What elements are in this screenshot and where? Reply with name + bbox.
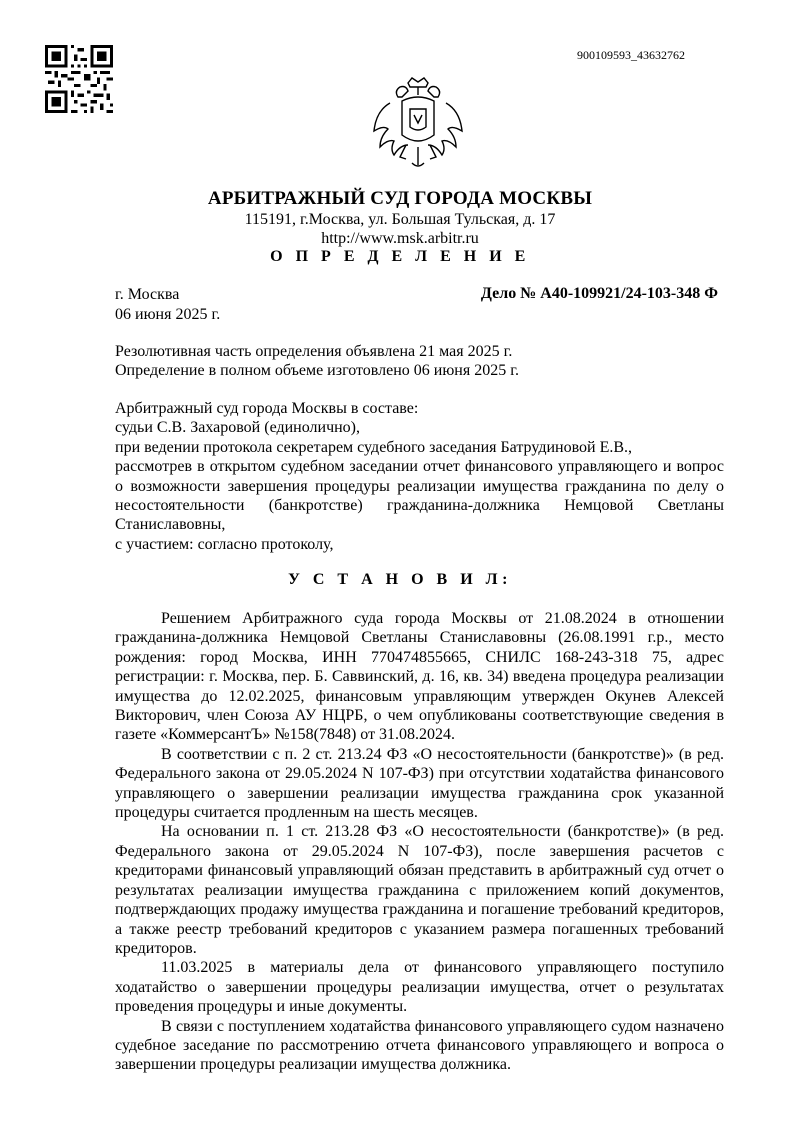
paragraph: В соответствии с п. 2 ст. 213.24 ФЗ «О несостоятельности (банкротстве)» (в ред. Федерального закона от 29.05.2024 N 107-ФЗ) при отсутствии ходатайства финансового управляющего о завершении реализации имущества гражданина срок указанной процедуры считается продленным на шесть месяцев. [115, 745, 724, 822]
paragraph: Решением Арбитражного суда города Москвы от 21.08.2024 в отношении гражданина-должника Немцовой Светланы Станиславовны (26.08.1991 г.р., место рождения: город Москва, ИНН 770474855665, СНИЛС 168-243-318 75, адрес регистрации: г. Москва, пер. Б. Саввинский, д. 16, кв. 34) введена процедура реализации имущества до 12.02.2025, финансовым управляющим утвержден Окунев Алексей Викторович, член Союза АУ НЦРБ, о чем опубликованы соответствующие сведения в газете «КоммерсантЪ» №158(7848) от 31.08.2024. [115, 610, 724, 744]
findings-text [115, 609, 724, 1075]
panel-intro: Арбитражный суд города Москвы в составе: [115, 400, 419, 417]
panel-subject: рассмотрев в открытом судебном заседании отчет финансового управляющего и вопрос о возможности завершения процедуры реализации имущества гражданина по делу о несостоятельности (банкротстве) гражданина-должника Немцовой Светланы Станиславовны, [115, 458, 724, 534]
court-address: 115191, г.Москва, ул. Большая Тульская, д. 17 [244, 211, 556, 228]
court-website: http://www.msk.arbitr.ru [321, 230, 479, 247]
resolution-info [115, 342, 724, 381]
paragraph: На основании п. 1 ст. 213.28 ФЗ «О несостоятельности (банкротстве)» (в ред. Федерального закона от 29.05.2024 N 107-ФЗ), после завершения расчетов с кредиторами финансовый управляющий обязан представить в арбитражный суд отчет о результатах реализации имущества гражданина с приложением копий документов, подтверждающих продажу имущества гражданина и погашение требований кредиторов, а также реестр требований кредиторов с указанием размера погашенных требований кредиторов. [115, 823, 724, 957]
section-heading: У С Т А Н О В И Л: [288, 571, 512, 588]
court-name: АРБИТРАЖНЫЙ СУД ГОРОДА МОСКВЫ [207, 188, 593, 209]
document-type: О П Р Е Д Е Л Е Н И Е [270, 248, 530, 265]
paragraph: 11.03.2025 в материалы дела от финансового управляющего поступило ходатайство о завершении процедуры реализации имущества, отчет о результатах проведения процедуры и иные документы. [115, 959, 724, 1016]
resolution-full-text: Определение в полном объеме изготовлено 06 июня 2025 г. [115, 362, 519, 380]
panel-participation: с участием: согласно протоколу, [115, 535, 334, 553]
qr-code [45, 45, 113, 113]
resolution-announced: Резолютивная часть определения объявлена 21 мая 2025 г. [115, 343, 513, 360]
case-number: Дело № А40-109921/24-103-348 Ф [480, 285, 718, 302]
coat-of-arms-emblem [370, 75, 466, 175]
court-panel [115, 399, 724, 554]
city: г. Москва [115, 286, 180, 303]
document-id: 900109593_43632762 [577, 48, 685, 62]
paragraph: В связи с поступлением ходатайства финансового управляющего судом назначено судебное заседание по рассмотрению отчета финансового управляющего и вопроса о завершении процедуры реализации имущества должника. [115, 1017, 724, 1074]
document-date: 06 июня 2025 г. [115, 306, 221, 323]
panel-judge: судьи С.В. Захаровой (единолично), [115, 419, 360, 437]
panel-secretary: при ведении протокола секретарем судебного заседания Батрудиновой Е.В., [115, 438, 633, 456]
